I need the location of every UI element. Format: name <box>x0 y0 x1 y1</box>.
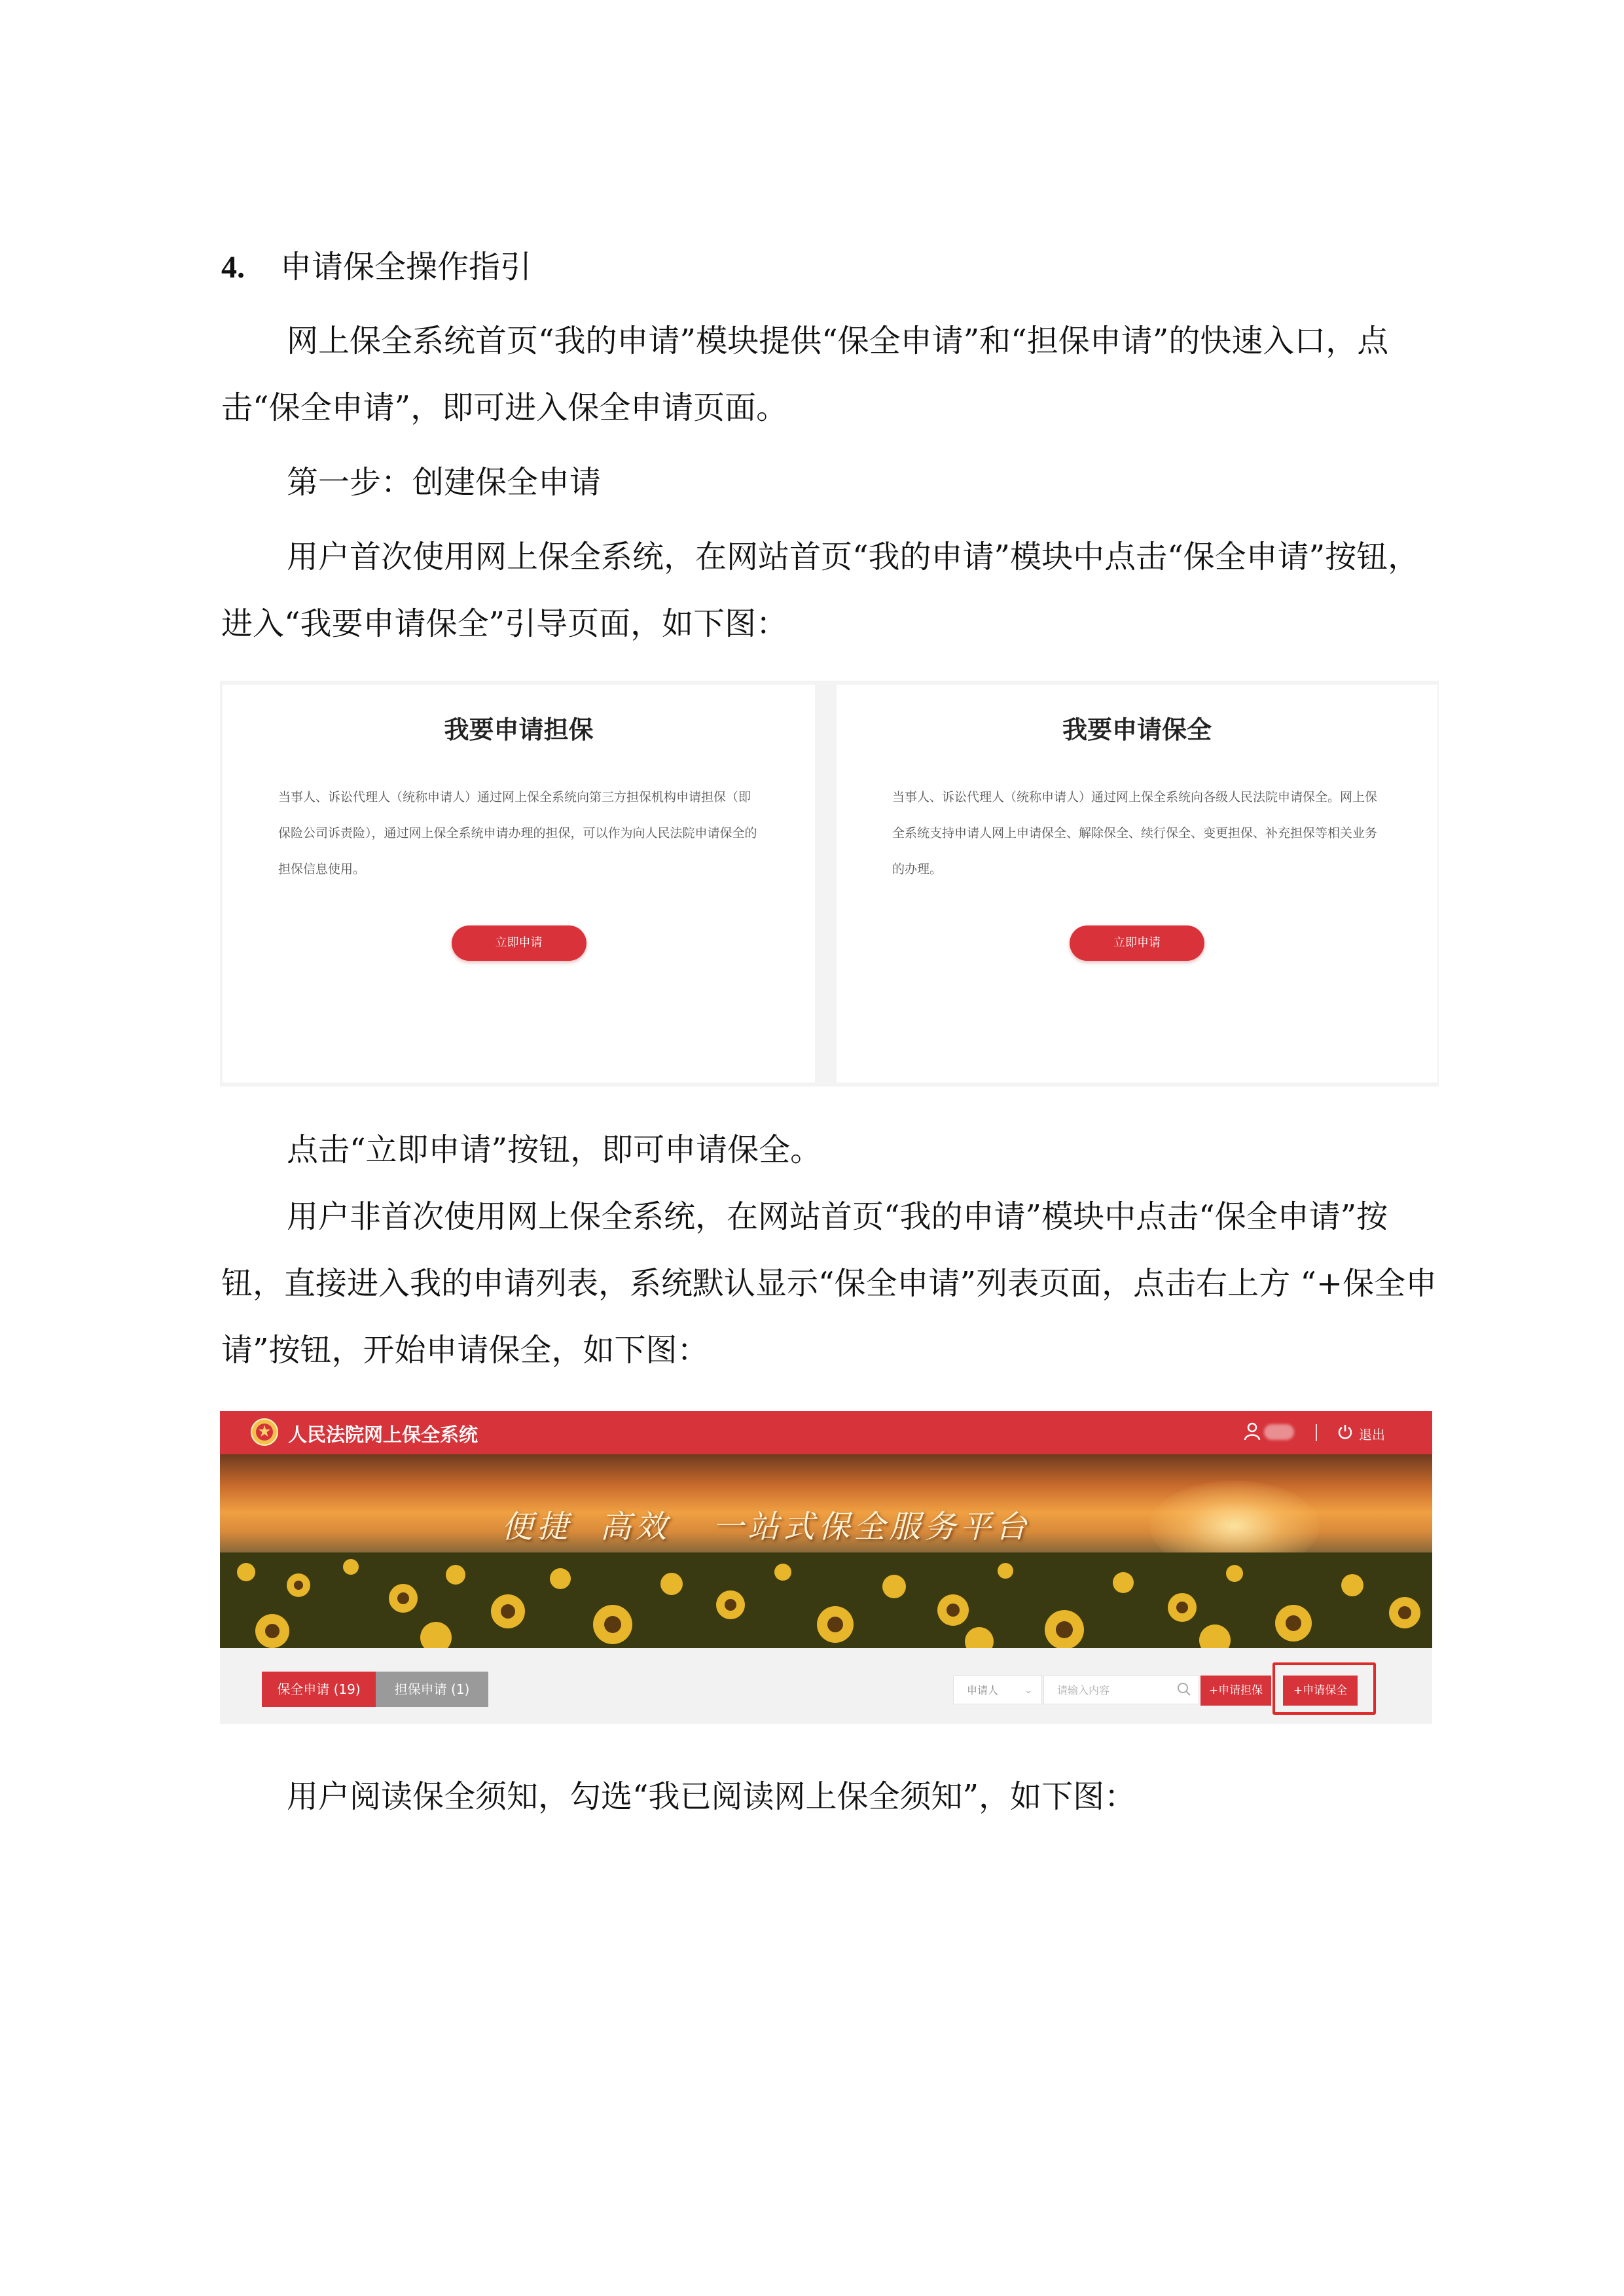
guarantee-card <box>223 685 815 1083</box>
tab-guarantee[interactable]: 担保申请 (1) <box>376 1672 488 1707</box>
guarantee-card-description: 当事人、诉讼代理人（统称申请人）通过网上保全系统向第三方担保机构申请担保（即保险公司诉责险），通过网上保全系统申请办理的担保，可以作为向人民法院申请保全的担保信息使用。 <box>278 790 757 876</box>
guarantee-card-title: 我要申请担保 <box>444 715 594 744</box>
filter-select-value: 申请人 <box>967 1684 999 1696</box>
nav-divider <box>1316 1424 1317 1441</box>
preservation-card-title: 我要申请保全 <box>1062 715 1212 744</box>
preservation-card-description: 当事人、诉讼代理人（统称申请人）通过网上保全系统向各级人民法院申请保全。网上保全系统支持申请人网上申请保全、解除保全、续行保全、变更担保、补充担保等相关业务的办理。 <box>892 790 1378 876</box>
user-icon[interactable] <box>1244 1422 1261 1441</box>
system-title: 人民法院网上保全系统 <box>288 1424 478 1446</box>
top-nav-bar <box>220 1411 1432 1454</box>
tab-preservation[interactable]: 保全申请 (19) <box>262 1672 376 1707</box>
sunflower-field-image <box>220 1552 1432 1648</box>
chevron-down-icon: ⌄ <box>1024 1685 1032 1696</box>
figure-application-list <box>220 1411 1432 1724</box>
apply-preservation-button[interactable]: +申请保全 <box>1283 1676 1358 1706</box>
figure-apply-guide <box>220 681 1439 1086</box>
list-toolbar <box>220 1648 1432 1724</box>
apply-guarantee-button[interactable]: +申请担保 <box>1200 1676 1271 1706</box>
first-use-paragraph: 用户首次使用网上保全系统，在网站首页“我的申请”模块中点击“保全申请”按钮，进入“我要申请保全”引导页面，如下图： <box>221 539 1420 642</box>
section-number: 4. <box>221 250 245 285</box>
highlight-box <box>1272 1662 1376 1715</box>
search-icon[interactable] <box>1176 1681 1193 1698</box>
banner-slogan: 便捷 高效 一站式保全服务平台 <box>501 1509 1031 1545</box>
search-input[interactable]: 请输入内容 <box>1043 1676 1199 1704</box>
section-title: 申请保全操作指引 <box>280 249 532 285</box>
court-emblem-icon <box>250 1418 279 1446</box>
preservation-apply-button[interactable]: 立即申请 <box>1070 925 1204 961</box>
section-heading <box>221 234 1445 301</box>
step1-heading: 第一步：创建保全申请 <box>287 464 602 501</box>
logout-link[interactable]: 退出 <box>1359 1427 1385 1443</box>
filter-select[interactable] <box>953 1676 1042 1704</box>
power-icon[interactable] <box>1337 1424 1354 1441</box>
guarantee-apply-button[interactable]: 立即申请 <box>452 925 586 961</box>
click-apply-paragraph: 点击“立即申请”按钮，即可申请保全。 <box>287 1132 822 1168</box>
non-first-use-paragraph: 用户非首次使用网上保全系统，在网站首页“我的申请”模块中点击“保全申请”按钮，直接进入我的申请列表，系统默认显示“保全申请”列表页面，点击右上方 “+保全申请”按钮，开始申请保全，如下图： <box>221 1198 1437 1369</box>
preservation-card <box>837 685 1437 1083</box>
read-notice-paragraph: 用户阅读保全须知，勾选“我已阅读网上保全须知”，如下图： <box>287 1778 1136 1815</box>
hero-banner <box>220 1454 1432 1648</box>
intro-paragraph: 网上保全系统首页“我的申请”模块提供“保全申请”和“担保申请”的快速入口，点击“保全申请”，即可进入保全申请页面。 <box>221 323 1389 426</box>
user-name-blurred[interactable] <box>1264 1424 1294 1440</box>
